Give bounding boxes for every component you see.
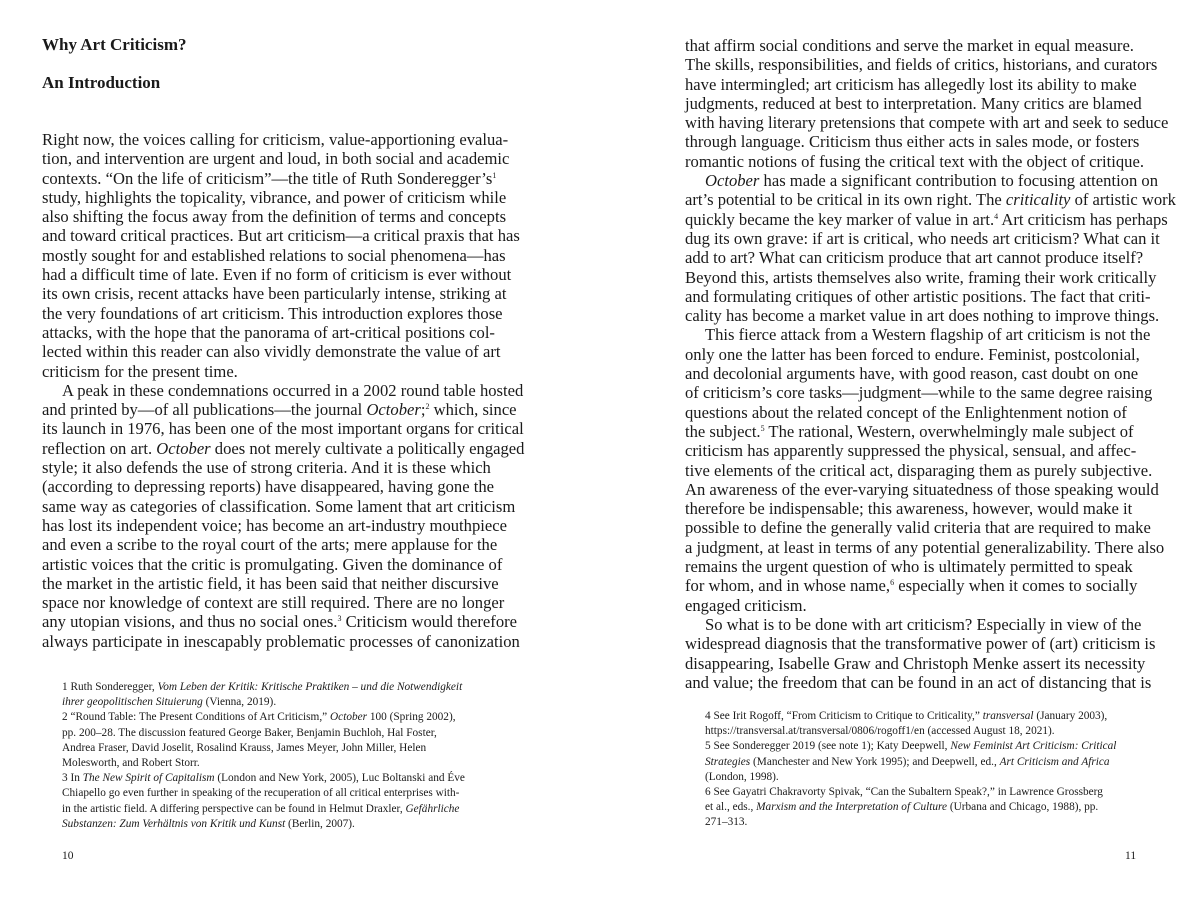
text-line: therefore be indispensable; this awareness, however, would make it bbox=[685, 499, 1133, 519]
footnote bbox=[705, 785, 1160, 831]
footnote-line: ihrer geopolitischen Situierung (Vienna, 2019). bbox=[62, 696, 277, 709]
text-line: the very foundations of art criticism. This introduction explores those bbox=[42, 303, 503, 323]
footnote bbox=[62, 680, 512, 710]
footnote-line: pp. 200–28. The discussion featured George Baker, Benjamin Buchloh, Hal Foster, bbox=[62, 726, 437, 739]
text-line: criticism for the present time. bbox=[42, 361, 238, 381]
text-line: have intermingled; art criticism has allegedly lost its ability to make bbox=[685, 74, 1137, 94]
text-line: judgments, reduced at best to interpretation. Many critics are blamed bbox=[685, 93, 1142, 113]
text-line: possible to define the generally valid criteria that are required to make bbox=[685, 518, 1151, 538]
text-line: the subject.$^5$ The rational, Western, overwhelmingly male subject of bbox=[685, 421, 1134, 441]
footnote bbox=[62, 771, 512, 832]
footnote bbox=[705, 709, 1160, 739]
text-line: only one the latter has been forced to endure. Feminist, postcolonial, bbox=[685, 344, 1140, 364]
text-line: also shifting the focus away from the definition of terms and concepts bbox=[42, 207, 507, 227]
text-line: had a difficult time of late. Even if no form of criticism is ever without bbox=[42, 265, 512, 285]
text-line: Right now, the voices calling for criticism, value-apportioning evalua- bbox=[42, 130, 509, 149]
footnote bbox=[705, 739, 1160, 785]
footnote-marker: 5 bbox=[760, 423, 765, 433]
footnote-marker: 2 bbox=[425, 402, 430, 412]
footnote-line: 3 In The New Spirit of Capitalism (London and New York, 2005), Luc Boltanski and Éve bbox=[62, 772, 465, 785]
text-line: that affirm social conditions and serve the market in equal measure. bbox=[685, 36, 1134, 55]
body-text bbox=[42, 130, 525, 651]
italic-title: Substanzen: Zum Verhältnis von Kritik und Kunst bbox=[62, 817, 286, 830]
text-line: mostly sought for and established relations to social phenomena—has bbox=[42, 245, 506, 265]
text-line: remains the urgent question of who is ultimately permitted to speak bbox=[685, 557, 1133, 577]
footnote-line: Molesworth, and Robert Storr. bbox=[62, 757, 200, 770]
footnote-marker: 6 bbox=[890, 578, 895, 588]
text-line: (according to depressing reports) have disappeared, having gone the bbox=[42, 477, 495, 497]
footnote-line: Andrea Fraser, David Joselit, Rosalind Krauss, James Meyer, John Miller, Helen bbox=[62, 741, 427, 754]
text-line: same way as categories of classification. Some lament that art criticism bbox=[42, 496, 516, 516]
text-line: style; it also defends the use of strong criteria. And it is these which bbox=[42, 458, 491, 478]
italic-title: Art Criticism and Africa bbox=[999, 755, 1110, 768]
footnote-line: et al., eds., Marxism and the Interpretation of Culture (Urbana and Chicago, 1988), pp. bbox=[705, 801, 1099, 814]
text-line: and decolonial arguments have, with good reason, cast doubt on one bbox=[685, 364, 1139, 384]
text-line: space nor knowledge of context are still required. There are no longer bbox=[42, 593, 505, 613]
text-line: art’s potential to be critical in its own right. The criticality of artistic work bbox=[685, 190, 1176, 210]
footnote-line: 1 Ruth Sonderegger, Vom Leben der Kritik: Kritische Praktiken – und die Notwendigkeit bbox=[62, 681, 463, 693]
italic-title: Marxism and the Interpretation of Culture bbox=[756, 801, 948, 814]
text-line: has lost its independent voice; has become an art-industry mouthpiece bbox=[42, 515, 507, 535]
footnote-line: 4 See Irit Rogoff, “From Criticism to Critique to Criticality,” transversal (January 2003), bbox=[705, 710, 1108, 722]
footnote bbox=[62, 710, 512, 771]
text-line: for whom, and in whose name,$^6$ especially when it comes to socially bbox=[685, 576, 1138, 596]
footnote-line: 271–313. bbox=[705, 816, 748, 829]
text-line: lected within this reader can also vividly demonstrate the value of art bbox=[42, 342, 501, 362]
footnote-line: Chiapello go even further in speaking of the recuperation of all critical enterprises with- bbox=[62, 787, 460, 800]
footnote-line: (London, 1998). bbox=[705, 770, 779, 783]
text-line: tive elements of the critical act, disparaging them as purely subjective. bbox=[685, 460, 1153, 480]
text-line: always participate in inescapably problematic processes of canonization bbox=[42, 631, 520, 651]
text-line: study, highlights the topicality, vibrance, and power of criticism while bbox=[42, 187, 507, 207]
text-line: disappearing, Isabelle Graw and Christoph Menke assert its necessity bbox=[685, 653, 1146, 673]
footnote-line: 2 “Round Table: The Present Conditions of Art Criticism,” October 100 (Spring 2002), bbox=[62, 711, 456, 724]
body-text bbox=[685, 36, 1176, 692]
text-line: engaged criticism. bbox=[685, 595, 807, 615]
footnote-line: https://transversal.at/transversal/0806/rogoff1/en (accessed August 18, 2021). bbox=[705, 725, 1055, 738]
italic-title: criticality bbox=[1005, 190, 1071, 210]
text-line: The skills, responsibilities, and fields of critics, historians, and curators bbox=[685, 55, 1158, 75]
text-line: A peak in these condemnations occurred in a 2002 round table hosted bbox=[62, 380, 524, 400]
text-line: and formulating critiques of other artistic positions. The fact that criti- bbox=[685, 286, 1151, 306]
text-line: quickly became the key marker of value in art.$^4$ Art criticism has perhaps bbox=[685, 209, 1168, 229]
italic-title: The New Spirit of Capitalism bbox=[82, 772, 215, 785]
footnotes bbox=[705, 709, 1160, 831]
text-line: dug its own grave: if art is critical, who needs art criticism? What can it bbox=[685, 228, 1160, 248]
italic-title: October bbox=[156, 438, 211, 458]
text-line: the market in the artistic field, it has been said that neither discursive bbox=[42, 573, 499, 593]
text-line: widespread diagnosis that the transformative power of (art) criticism is bbox=[685, 634, 1156, 654]
italic-title: transversal bbox=[982, 710, 1034, 722]
footnote-line: 5 See Sonderegger 2019 (see note 1); Katy Deepwell, New Feminist Art Criticism: Critical bbox=[705, 740, 1117, 753]
footnote-marker: 3 bbox=[337, 614, 342, 624]
text-line: with having literary pretensions that compete with art and seek to seduce bbox=[685, 113, 1169, 133]
text-line: This fierce attack from a Western flagship of art criticism is not the bbox=[705, 325, 1151, 345]
text-line: any utopian visions, and thus no social ones.$^3$ Criticism would therefore bbox=[42, 612, 518, 632]
text-line: An awareness of the ever-varying situatedness of those speaking would bbox=[685, 479, 1159, 499]
chapter-subtitle: An Introduction bbox=[42, 73, 161, 92]
text-line: questions about the related concept of the Enlightenment notion of bbox=[685, 402, 1127, 422]
text-line: and printed by—of all publications—the journal October;$^2$ which, since bbox=[42, 400, 517, 420]
footnote-marker: 1 bbox=[492, 170, 497, 180]
footnote-line: Substanzen: Zum Verhältnis von Kritik und Kunst (Berlin, 2007). bbox=[62, 817, 355, 830]
text-line: add to art? What can criticism produce that art cannot produce itself? bbox=[685, 248, 1144, 268]
text-line: through language. Criticism thus either acts in sales mode, or fosters bbox=[685, 132, 1140, 152]
right-page bbox=[600, 0, 1200, 900]
chapter-title: Why Art Criticism? bbox=[42, 35, 187, 54]
text-line: Beyond this, artists themselves also write, framing their work critically bbox=[685, 267, 1157, 287]
italic-title: October bbox=[705, 171, 760, 191]
text-line: contexts. “On the life of criticism”—the title of Ruth $Sonderegger’s^1$ bbox=[42, 168, 497, 188]
text-line: and value; the freedom that can be found in an act of distancing that is bbox=[685, 672, 1152, 692]
text-line: criticism has apparently suppressed the physical, sensual, and affec- bbox=[685, 441, 1137, 461]
italic-title: Gefährliche bbox=[405, 802, 460, 815]
text-line: and toward critical practices. But art criticism—a critical praxis that has bbox=[42, 226, 520, 246]
italic-title: New Feminist Art Criticism: Critical bbox=[950, 740, 1117, 753]
text-line: October has made a significant contribution to focusing attention on bbox=[705, 171, 1159, 191]
text-line: cality has become a market value in art does nothing to improve things. bbox=[685, 306, 1160, 326]
italic-title: Vom Leben der Kritik: Kritische Praktiken – und die Notwendigkeit bbox=[157, 681, 463, 693]
page-number: 10 bbox=[62, 850, 74, 862]
footnote-line: 6 See Gayatri Chakravorty Spivak, “Can the Subaltern Speak?,” in Lawrence Grossberg bbox=[705, 786, 1103, 799]
page-number: 11 bbox=[1125, 850, 1137, 862]
text-line: its own crisis, recent attacks have been particularly intense, striking at bbox=[42, 284, 507, 304]
footnote-marker: 4 bbox=[994, 211, 999, 221]
footnote-line: in the artistic field. A differing perspective can be found in Helmut Draxler, Gefährliche bbox=[62, 802, 460, 815]
text-line: reflection on art. October does not merely cultivate a politically engaged bbox=[42, 438, 525, 458]
text-line: a judgment, at least in terms of any potential generalizability. There also bbox=[685, 537, 1165, 557]
footnote-line: Strategies (Manchester and New York 1995); and Deepwell, ed., Art Criticism and Africa bbox=[705, 755, 1110, 768]
footnotes bbox=[62, 680, 512, 832]
italic-title: ihrer geopolitischen Situierung bbox=[62, 696, 203, 709]
italic-title: Strategies bbox=[705, 755, 751, 768]
text-line: its launch in 1976, has been one of the most important organs for critical bbox=[42, 419, 524, 439]
italic-title: October bbox=[330, 711, 368, 724]
text-line: romantic notions of fusing the critical text with the object of critique. bbox=[685, 151, 1144, 171]
text-line: of criticism’s core tasks—judgment—while to the same degree raising bbox=[685, 383, 1153, 403]
text-line: and even a scribe to the royal court of the arts; mere applause for the bbox=[42, 535, 498, 555]
text-line: artistic voices that the critic is promulgating. Given the dominance of bbox=[42, 554, 503, 574]
text-line: attacks, with the hope that the panorama of art-critical positions col- bbox=[42, 322, 495, 342]
text-line: tion, and intervention are urgent and loud, in both social and academic bbox=[42, 149, 510, 169]
text-line: So what is to be done with art criticism? Especially in view of the bbox=[705, 614, 1142, 634]
italic-title: October bbox=[366, 400, 421, 420]
